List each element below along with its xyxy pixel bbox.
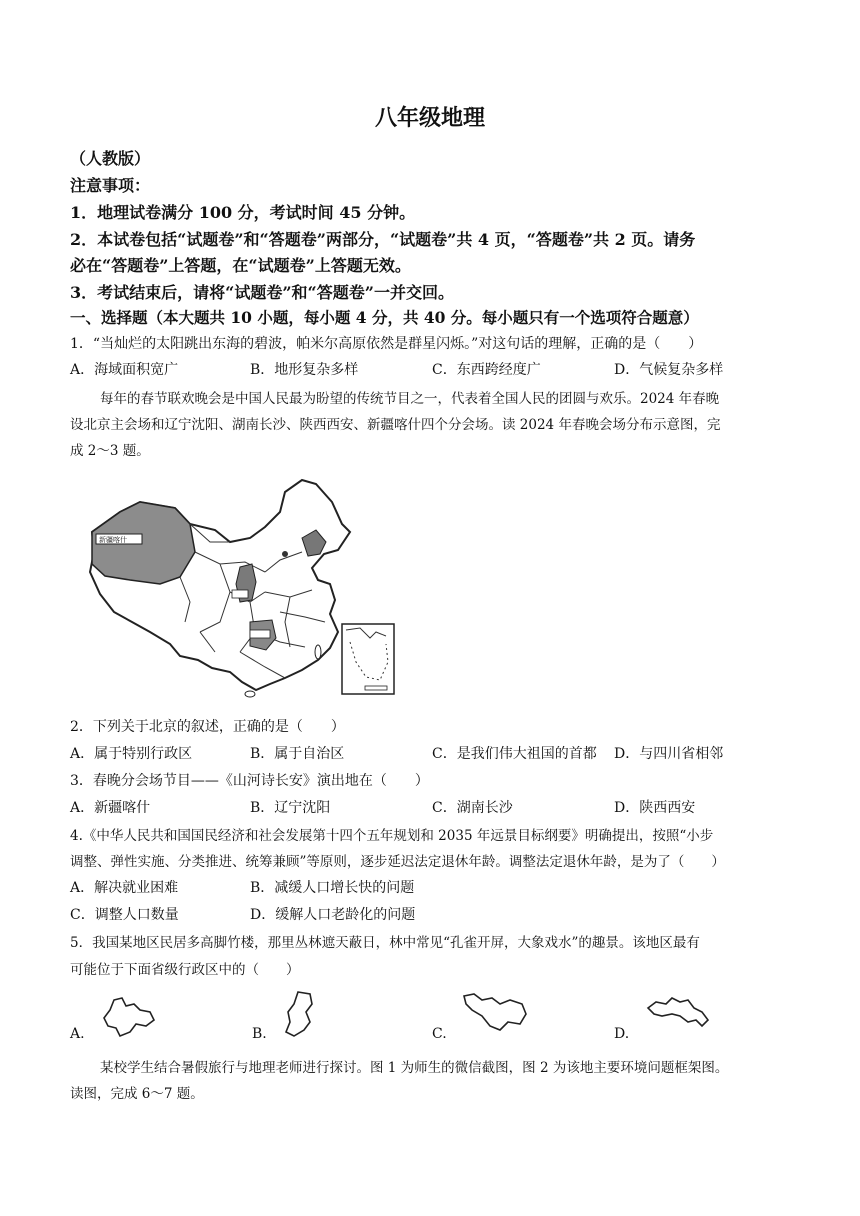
intro23-line2: 设北京主会场和辽宁沈阳、湖南长沙、陕西西安、新疆喀什四个分会场。读 2024 年春晚会场分布示意图，完 (70, 417, 721, 433)
q2-stem: 2．下列关于北京的叙述，正确的是（ ） (70, 719, 345, 735)
yunnan-outline (104, 998, 154, 1036)
q3-option-d: D．陕西西安 (614, 800, 696, 816)
q5-stem-line2: 可能位于下面省级行政区中的（ ） (70, 962, 300, 978)
note-2-line1: 2．本试卷包括“试题卷”和“答题卷”两部分，“试题卷”共 4 页，“答题卷”共 2 页。请务 (70, 230, 696, 249)
q1-stem: 1．“当灿烂的太阳跳出东海的碧波，帕米尔高原依然是群星闪烁。”对这句话的理解，正确的是（ ） (70, 336, 703, 352)
q2-option-d: D．与四川省相邻 (614, 746, 724, 762)
beijing-marker (282, 551, 288, 557)
q1-option-d: D．气候复杂多样 (614, 362, 724, 378)
q3-option-c: C．湖南长沙 (432, 800, 513, 816)
q4-option-a: A．解决就业困难 (70, 880, 179, 896)
q1-option-a: A．海域面积宽广 (70, 362, 179, 378)
q5-option-a: A. (70, 1026, 85, 1042)
china-map-figure (80, 472, 405, 700)
q3-stem: 3．春晚分会场节目——《山河诗长安》演出地在（ ） (70, 773, 429, 789)
q1-option-c: C．东西跨经度广 (432, 362, 541, 378)
inset-scale (365, 686, 387, 690)
q1-option-b: B．地形复杂多样 (250, 362, 359, 378)
gansu-outline (648, 998, 708, 1026)
q4-option-b: B．减缓人口增长快的问题 (250, 880, 415, 896)
note-2-line2: 必在“答题卷”上答题，在“试题卷”上答题无效。 (70, 256, 411, 275)
section-heading: 一、选择题（本大题共 10 小题，每小题 4 分，共 40 分。每小题只有一个选项符合题意） (70, 308, 699, 327)
q4-option-d: D．缓解人口老龄化的问题 (250, 907, 416, 923)
q5-stem-line1: 5．我国某地区民居多高脚竹楼，那里丛林遮天蔽日，林中常见“孔雀开屏，大象戏水”的趣景。该地区最有 (70, 935, 700, 951)
south-sea-inset (342, 624, 394, 694)
note-3: 3．考试结束后，请将“试题卷”和“答题卷”一并交回。 (70, 283, 454, 302)
intro23-line1: 每年的春节联欢晚会是中国人民最为盼望的传统节目之一，代表着全国人民的团圆与欢乐。2024 年春晚 (100, 391, 720, 407)
intro67-line2: 读图，完成 6～7 题。 (70, 1086, 204, 1102)
q5-option-d: D. (614, 1026, 630, 1042)
q5-shape-c (460, 990, 530, 1034)
intro23-line3: 成 2～3 题。 (70, 443, 150, 459)
changsha-label-box (250, 630, 270, 638)
intro67-line1: 某校学生结合暑假旅行与地理老师进行探讨。图 1 为师生的微信截图，图 2 为该地主要环境问题框架图。 (100, 1060, 729, 1076)
q3-option-a: A．新疆喀什 (70, 800, 151, 816)
q4-stem-line2: 调整、弹性实施、分类推进、统筹兼顾”等原则，逐步延迟法定退休年龄。调整法定退休年龄，是为了（ ） (70, 854, 725, 870)
q5-option-b: B. (252, 1026, 267, 1042)
q2-option-c: C．是我们伟大祖国的首都 (432, 746, 597, 762)
q5-shape-b (280, 990, 320, 1038)
q4-stem-line1: 4.《中华人民共和国国民经济和社会发展第十四个五年规划和 2035 年远景目标纲要》明确提出，按照“小步 (70, 828, 714, 844)
q2-option-b: B．属于自治区 (250, 746, 345, 762)
q4-option-c: C．调整人口数量 (70, 907, 179, 923)
q5-option-c: C. (432, 1026, 447, 1042)
taiwan-island (315, 645, 321, 659)
page-title: 八年级地理 (374, 105, 485, 131)
shanxi-outline (286, 992, 312, 1036)
q5-shape-d (644, 992, 714, 1032)
q5-shape-a (100, 996, 160, 1038)
q3-option-b: B．辽宁沈阳 (250, 800, 331, 816)
kashgar-label: 新疆喀什 (99, 536, 127, 544)
xian-label-box (232, 590, 248, 598)
notes-heading: 注意事项： (70, 176, 151, 195)
heilongjiang-outline (464, 994, 526, 1030)
q2-option-a: A．属于特别行政区 (70, 746, 193, 762)
hainan-island (245, 691, 255, 697)
note-1: 1．地理试卷满分 100 分，考试时间 45 分钟。 (70, 203, 416, 222)
edition-label: （人教版） (70, 149, 151, 168)
